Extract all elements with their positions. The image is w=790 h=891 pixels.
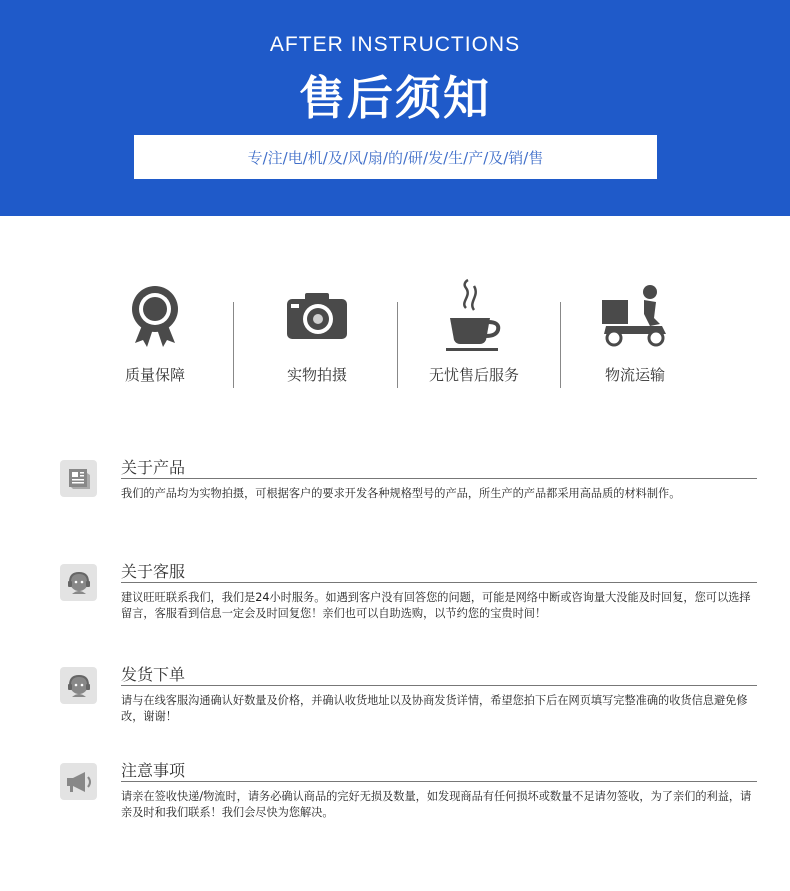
feature-row: [0, 270, 790, 400]
megaphone-icon: [60, 763, 97, 800]
feature-logistics: [565, 270, 705, 390]
delivery-scooter-icon: [565, 278, 705, 354]
feature-label: 质量保障: [124, 366, 185, 384]
feature-quality: [85, 270, 225, 390]
feature-divider: [233, 302, 234, 388]
section-title: 关于客服: [121, 562, 186, 581]
section-body: 我们的产品均为实物拍摄，可根据客户的要求开发各种规格型号的产品，所生产的产品都采用高品质的材料制作。: [121, 487, 681, 500]
feature-label: 无忧售后服务: [428, 366, 519, 384]
banner-title-en: AFTER INSTRUCTIONS: [269, 33, 521, 56]
feature-label: 物流运输: [604, 366, 665, 384]
coffee-cup-icon: [404, 278, 544, 354]
feature-divider: [560, 302, 561, 388]
section-divider: [121, 685, 757, 686]
feature-photo: [247, 270, 387, 390]
section-title: 注意事项: [121, 761, 186, 780]
headset-agent-icon: [60, 564, 97, 601]
section-divider: [121, 781, 757, 782]
section-divider: [121, 582, 757, 583]
header-banner: [0, 0, 790, 216]
section-body: 请亲在签收快递/物流时，请务必确认商品的完好无损及数量，如发现商品有任何损坏或数量不足请勿签收，为了亲们的利益，请亲及时和我们联系！我们会尽快为您解决。: [121, 790, 752, 819]
section-body: 建议旺旺联系我们，我们是24小时服务。如遇到客户没有回答您的问题，可能是网络中断或咨询量大没能及时回复，您可以选择留言，客服看到信息一定会及时回复您！亲们也可以自助选购，以节约您的宝贵时间！: [121, 591, 751, 620]
banner-slogan: 专/注/电/机/及/风/扇/的/研/发/生/产/及/销/售: [247, 148, 544, 167]
feature-label: 实物拍摄: [286, 366, 347, 384]
feature-divider: [397, 302, 398, 388]
section-divider: [121, 478, 757, 479]
section-body: 请与在线客服沟通确认好数量及价格，并确认收货地址以及协商发货详情，希望您拍下后在网页填写完整准确的收货信息避免修改，谢谢！: [121, 694, 748, 723]
feature-service: [404, 270, 544, 390]
headset-agent-icon: [60, 667, 97, 704]
banner-title-cn: 售后须知: [299, 71, 491, 125]
section-title: 发货下单: [121, 665, 186, 684]
award-ribbon-icon: [85, 278, 225, 354]
camera-icon: [247, 278, 387, 354]
document-icon: [60, 460, 97, 497]
banner-slogan-box: [134, 135, 657, 179]
section-title: 关于产品: [121, 458, 186, 477]
